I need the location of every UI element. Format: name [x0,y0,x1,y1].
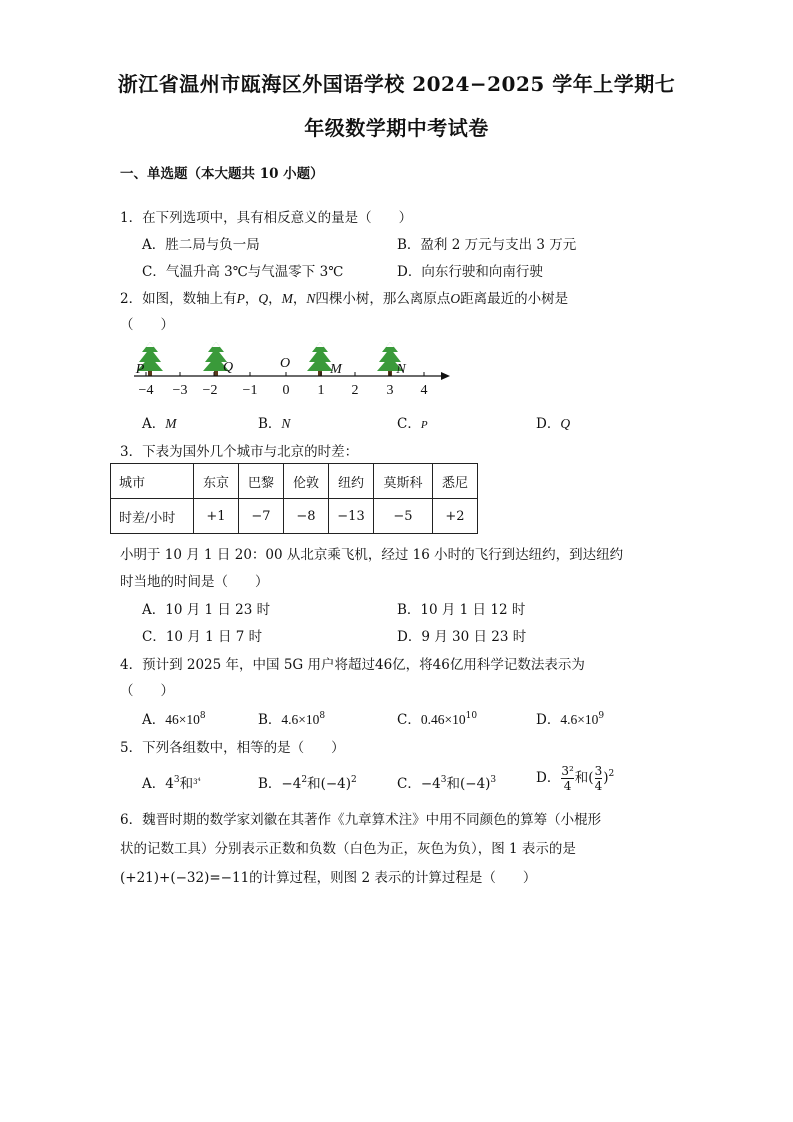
q5-option-b-label: B． [258,776,282,792]
q4-option-c-base: 0.46×10 [420,712,466,727]
q5-option-b [258,772,357,792]
q3-option-a: A．10 月 1 日 23 时 [142,602,271,618]
q2-option-b-label: B． [258,416,282,432]
fraction-numerator: 3² [561,764,574,778]
point-label-o: O [279,356,291,371]
tick-label-4: 4 [420,383,428,398]
q2-option-a-label: A． [142,416,166,432]
table-cell: −7 [239,499,284,534]
table-cell: −13 [329,499,374,534]
q2-paren: （ ） [120,317,174,333]
q5-option-b-exp2: 2 [351,775,357,785]
q4-option-b-label: B． [258,712,282,728]
table-cell: 城市 [111,464,194,499]
number-line-figure [120,336,460,398]
q4-option-d-base: 4.6×10 [560,712,599,727]
q1-option-a: A．胜二局与负一局 [142,237,260,253]
fraction-denominator: 4 [594,779,603,793]
table-cell: +2 [433,499,478,534]
q6-line3-text: 的计算过程，则图 2 表示的计算过程是（ ） [249,870,537,886]
q5-option-d-label: D． [536,770,561,786]
table-cell: 巴黎 [239,464,284,499]
point-label-p: P [135,362,145,377]
q2-option-c-label: C． [397,416,421,432]
axis-tick-marks [146,372,424,376]
q3-option-b: B．10 月 1 日 12 时 [397,602,526,618]
q5-option-c-label: C． [397,776,421,792]
q5-option-b-and: 和 [307,776,321,792]
table-cell: 莫斯科 [374,464,433,499]
q5-option-b-base2: (−4) [320,776,351,792]
exam-title-line1: 浙江省温州市瓯海区外国语学校 2024−2025 学年上学期七 [117,72,676,96]
q2-option-d [536,412,570,432]
q2-option-a-value: M [165,416,177,431]
q4-option-a-base: 46×10 [165,712,200,727]
q1-option-b: B．盈利 2 万元与支出 3 万元 [397,237,577,253]
q2-var-o: O [450,291,461,306]
q4-stem: 4．预计到 2025 年，中国 5G 用户将超过46亿，将46亿用科学记数法表示为 [120,657,585,673]
q2-var-p: P [236,291,245,306]
axis-arrow-icon [441,372,450,380]
tick-label-2: 2 [351,383,359,398]
tick-label-neg4: −4 [138,383,154,398]
q4-option-c-label: C． [397,712,421,728]
q5-option-c-base2: (−4) [459,776,491,792]
table-cell: 伦敦 [284,464,329,499]
q5-option-a-exp1: 3 [173,775,180,785]
q2-sep-1: ， [244,291,259,307]
q2-option-c-value: P [420,419,428,431]
q1-option-d: D．向东行驶和向南行驶 [397,264,543,280]
q4-option-a [142,708,206,728]
q4-option-a-label: A． [142,712,166,728]
q1-stem: 1．在下列选项中，具有相反意义的量是（ ） [120,210,413,226]
q5-option-a-and: 和 [179,776,194,792]
q2-stem-post: 距离最近的小树是 [460,291,569,307]
tick-label-neg3: −3 [172,383,188,398]
fraction-numerator: 3 [594,764,603,778]
table-cell: +1 [194,499,239,534]
q6-line2: 状的记数工具）分别表示正数和负数（白色为正，灰色为负），图 1 表示的是 [120,841,576,857]
q4-option-c [397,708,477,728]
q5-option-b-exp1: 2 [301,775,308,785]
q5-option-c [397,772,496,792]
q4-option-a-exp: 8 [199,711,206,721]
q2-option-d-label: D． [536,416,561,432]
q5-option-d-close-paren: ) [603,770,609,786]
q5-option-d-exp: 2 [608,769,615,779]
q5-option-c-exp1: 3 [440,775,447,785]
q3-text-line1: 小明于 10 月 1 日 20：00 从北京乘飞机，经过 16 小时的飞行到达纽约，到达纽约 [120,547,624,563]
q5-option-a-label: A． [142,776,166,792]
tick-label-1: 1 [317,383,325,398]
tick-label-neg1: −1 [242,383,258,398]
table-header-row [111,464,478,499]
table-cell: −5 [374,499,433,534]
q2-option-b-value: N [281,416,291,431]
q5-stem: 5．下列各组数中，相等的是（ ） [120,740,345,756]
fraction-denominator: 4 [563,779,572,793]
q2-option-d-value: Q [560,416,571,431]
section-heading: 一、单选题（本大题共 10 小题） [120,166,324,182]
q5-option-a-exp2: 4 [197,777,201,783]
q4-option-d-exp: 9 [598,711,605,721]
q4-option-d [536,708,604,728]
q6-line3 [120,866,536,886]
q5-option-a [142,772,201,792]
q4-paren: （ ） [120,683,174,699]
q2-var-m: M [281,291,293,306]
q2-sep-2: ， [268,291,282,307]
q5-option-c-and: 和 [446,776,460,792]
q2-option-a [142,412,177,432]
q2-stem-pre: 2．如图，数轴上有 [120,291,237,307]
q4-option-c-exp: 10 [465,711,478,721]
tick-label-3: 3 [386,383,394,398]
q5-option-c-base1: −4 [420,776,441,792]
q2-stem [120,287,568,307]
q5-option-b-base1: −4 [281,776,302,792]
q2-var-n: N [306,291,316,306]
point-label-n: N [396,362,406,377]
q3-stem: 3．下表为国外几个城市与北京的时差： [120,444,359,460]
q3-text-line2: 时当地的时间是（ ） [120,574,269,590]
q5-option-a-base2: 3 [193,778,198,786]
q5-option-d-fraction2 [595,764,603,793]
q5-option-d [536,764,614,793]
table-cell: 时差/小时 [111,499,194,534]
q1-option-c: C．气温升高 3℃与气温零下 3℃ [142,264,344,280]
tick-label-0: 0 [282,383,290,398]
q5-option-d-open-paren: ( [588,770,594,786]
q4-option-b-base: 4.6×10 [281,712,320,727]
q2-option-c [397,412,428,432]
point-label-q: Q [222,360,234,375]
table-cell: 纽约 [329,464,374,499]
table-cell: 东京 [194,464,239,499]
q3-option-c: C．10 月 1 日 7 时 [142,629,263,645]
q5-option-a-base1: 4 [165,776,174,792]
tick-label-neg2: −2 [202,383,218,398]
q5-option-d-and: 和 [574,770,589,786]
q5-option-d-fraction1 [561,764,573,793]
time-difference-table [110,463,478,534]
q6-expression: (+21)+(−32)=−11 [120,870,250,886]
q2-var-q: Q [258,291,269,306]
exam-title-line2: 年级数学期中考试卷 [304,116,489,140]
q5-option-c-exp2: 3 [490,775,497,785]
q2-stem-mid: 四棵小树，那么离原点 [315,291,451,307]
q4-option-d-label: D． [536,712,561,728]
q4-option-b-exp: 8 [319,711,326,721]
q6-line1: 6．魏晋时期的数学家刘徽在其著作《九章算术注》中用不同颜色的算筹（小棍形 [120,812,602,828]
q2-sep-3: ， [292,291,307,307]
tree-m-icon [307,342,333,376]
q3-option-d: D．9 月 30 日 23 时 [397,629,527,645]
q2-option-b [258,412,290,432]
q4-option-b [258,708,325,728]
table-cell: 悉尼 [433,464,478,499]
point-label-m: M [330,362,342,377]
table-cell: −8 [284,499,329,534]
table-row [111,499,478,534]
